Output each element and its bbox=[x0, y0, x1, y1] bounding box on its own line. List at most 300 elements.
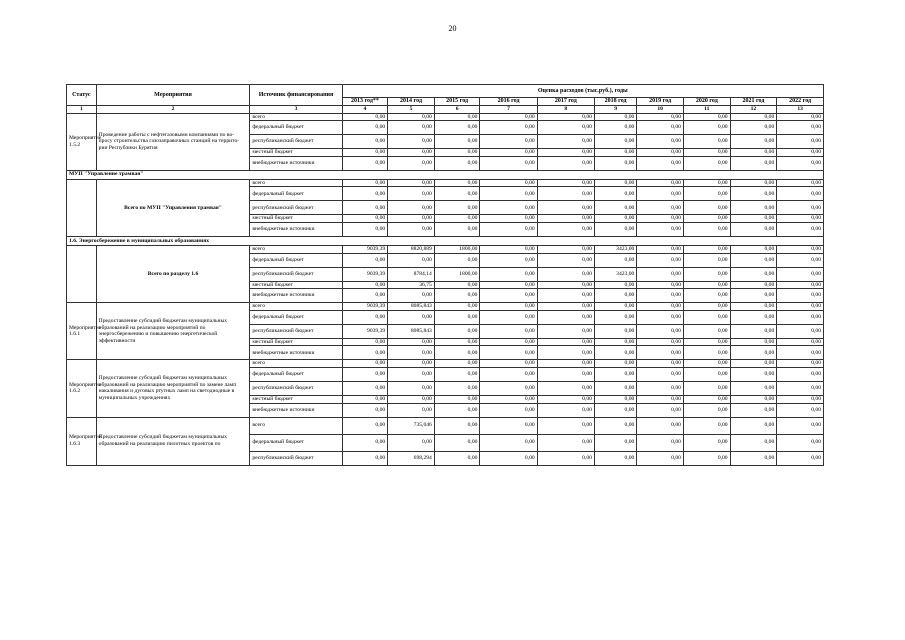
value-cell: 0,00 bbox=[777, 253, 824, 267]
value-cell: 0,00 bbox=[434, 338, 480, 346]
value-cell: 0,00 bbox=[683, 135, 730, 149]
header-year: 2019 год bbox=[637, 98, 684, 106]
value-cell: 0,00 bbox=[637, 253, 684, 267]
value-cell: 0,00 bbox=[730, 434, 777, 451]
value-cell: 0,00 bbox=[434, 113, 480, 121]
value-cell: 0,00 bbox=[434, 324, 480, 338]
value-cell: 0,00 bbox=[537, 201, 594, 215]
value-cell: 0,00 bbox=[388, 395, 435, 403]
value-cell: 0,00 bbox=[683, 179, 730, 187]
column-number: 2 bbox=[96, 106, 250, 114]
value-cell: 0,00 bbox=[434, 434, 480, 451]
value-cell: 0,00 bbox=[777, 417, 824, 434]
value-cell: 0,00 bbox=[730, 367, 777, 381]
value-cell: 0,00 bbox=[388, 360, 435, 368]
header-year: 2022 год bbox=[777, 98, 824, 106]
value-cell: 0,00 bbox=[637, 434, 684, 451]
value-cell: 0,00 bbox=[388, 135, 435, 149]
value-cell: 0,00 bbox=[434, 281, 480, 289]
value-cell: 0,00 bbox=[730, 381, 777, 395]
value-cell: 0,00 bbox=[388, 113, 435, 121]
status-cell: Мероприятие 1.6.1 bbox=[67, 303, 97, 360]
value-cell: 8784,14 bbox=[388, 267, 435, 281]
value-cell: 0,00 bbox=[537, 310, 594, 324]
value-cell: 0,00 bbox=[730, 281, 777, 289]
value-cell: 0,00 bbox=[480, 201, 537, 215]
value-cell: 0,00 bbox=[480, 121, 537, 135]
activity-cell: Проведение работы с нефтегазовыми компаниями по во-просу строительства газозаправочных станций на террито-рии Республики Бурятия bbox=[96, 113, 250, 170]
value-cell: 0,00 bbox=[683, 149, 730, 157]
value-cell: 0,00 bbox=[537, 121, 594, 135]
value-cell: 0,00 bbox=[637, 149, 684, 157]
value-cell: 0,00 bbox=[537, 245, 594, 253]
value-cell: 0,00 bbox=[480, 346, 537, 360]
column-number: 8 bbox=[537, 106, 594, 114]
value-cell: 0,00 bbox=[342, 395, 388, 403]
value-cell: 0,00 bbox=[683, 289, 730, 303]
value-cell: 0,00 bbox=[388, 346, 435, 360]
value-cell: 0,00 bbox=[637, 310, 684, 324]
value-cell: 0,00 bbox=[537, 367, 594, 381]
status-cell bbox=[67, 245, 97, 302]
header-activity: Мероприятия bbox=[96, 85, 250, 106]
value-cell: 0,00 bbox=[434, 367, 480, 381]
column-number: 4 bbox=[342, 106, 388, 114]
value-cell: 0,00 bbox=[637, 113, 684, 121]
source-cell: всего bbox=[250, 179, 342, 187]
value-cell: 0,00 bbox=[537, 451, 594, 465]
value-cell: 0,00 bbox=[434, 310, 480, 324]
source-cell: внебюджетные источники bbox=[250, 289, 342, 303]
table-row bbox=[67, 303, 824, 311]
value-cell: 0,00 bbox=[730, 156, 777, 170]
activity-cell: Предоставление субсидий бюджетам муниципальных образований на реализацию пилотных проектов по bbox=[96, 417, 250, 465]
value-cell: 0,00 bbox=[480, 403, 537, 417]
activity-cell: Всего по МУП "Управления трамвая" bbox=[96, 179, 250, 236]
value-cell: 0,00 bbox=[388, 156, 435, 170]
value-cell: 3423,00 bbox=[594, 267, 636, 281]
value-cell: 0,00 bbox=[683, 360, 730, 368]
value-cell: 0,00 bbox=[637, 245, 684, 253]
value-cell: 0,00 bbox=[777, 149, 824, 157]
value-cell: 0,00 bbox=[537, 346, 594, 360]
column-number: 3 bbox=[250, 106, 342, 114]
value-cell: 0,00 bbox=[594, 222, 636, 236]
value-cell: 0,00 bbox=[480, 417, 537, 434]
value-cell: 0,00 bbox=[777, 346, 824, 360]
value-cell: 0,00 bbox=[480, 215, 537, 223]
value-cell: 0,00 bbox=[342, 179, 388, 187]
value-cell: 0,00 bbox=[637, 281, 684, 289]
activity-cell: Предоставление субсидий бюджетам муниципальных образований на реализацию мероприятий по замене ламп накаливания и дуговых ртутных ламп на светодиодные в муниципальных учреждениях bbox=[96, 360, 250, 417]
value-cell: 0,00 bbox=[683, 367, 730, 381]
value-cell: 0,00 bbox=[730, 149, 777, 157]
column-number: 12 bbox=[730, 106, 777, 114]
table-row bbox=[67, 360, 824, 368]
value-cell: 9039,39 bbox=[342, 245, 388, 253]
value-cell: 0,00 bbox=[537, 324, 594, 338]
section-title: 1.6. Энергосбережение в муниципальных образованиях bbox=[67, 236, 824, 245]
value-cell: 0,00 bbox=[637, 367, 684, 381]
value-cell: 0,00 bbox=[777, 451, 824, 465]
column-number: 10 bbox=[637, 106, 684, 114]
value-cell: 0,00 bbox=[730, 201, 777, 215]
value-cell: 0,00 bbox=[777, 324, 824, 338]
value-cell: 0,00 bbox=[537, 187, 594, 201]
value-cell: 0,00 bbox=[594, 121, 636, 135]
source-cell: республиканский бюджет bbox=[250, 201, 342, 215]
value-cell: 0,00 bbox=[730, 135, 777, 149]
value-cell: 0,00 bbox=[537, 215, 594, 223]
value-cell: 0,00 bbox=[730, 253, 777, 267]
value-cell: 0,00 bbox=[777, 267, 824, 281]
value-cell: 9039,39 bbox=[342, 324, 388, 338]
column-number: 11 bbox=[683, 106, 730, 114]
value-cell: 0,00 bbox=[683, 267, 730, 281]
value-cell: 0,00 bbox=[683, 121, 730, 135]
value-cell: 0,00 bbox=[342, 381, 388, 395]
value-cell: 0,00 bbox=[388, 149, 435, 157]
value-cell: 0,00 bbox=[537, 222, 594, 236]
value-cell: 0,00 bbox=[683, 156, 730, 170]
page-number: 20 bbox=[448, 24, 457, 33]
value-cell: 0,00 bbox=[637, 451, 684, 465]
value-cell: 0,00 bbox=[594, 215, 636, 223]
value-cell: 9039,39 bbox=[342, 303, 388, 311]
value-cell: 0,00 bbox=[434, 253, 480, 267]
value-cell: 0,00 bbox=[777, 395, 824, 403]
value-cell: 0,00 bbox=[637, 403, 684, 417]
value-cell: 0,00 bbox=[537, 113, 594, 121]
value-cell: 0,00 bbox=[730, 338, 777, 346]
value-cell: 0,00 bbox=[730, 303, 777, 311]
value-cell: 0,00 bbox=[594, 289, 636, 303]
value-cell: 0,00 bbox=[434, 156, 480, 170]
value-cell: 0,00 bbox=[637, 135, 684, 149]
value-cell: 0,00 bbox=[342, 281, 388, 289]
value-cell: 0,00 bbox=[594, 156, 636, 170]
source-cell: местный бюджет bbox=[250, 338, 342, 346]
value-cell: 0,00 bbox=[777, 121, 824, 135]
value-cell: 0,00 bbox=[434, 303, 480, 311]
value-cell: 0,00 bbox=[730, 310, 777, 324]
value-cell: 0,00 bbox=[777, 201, 824, 215]
value-cell: 8820,889 bbox=[388, 245, 435, 253]
value-cell: 0,00 bbox=[537, 338, 594, 346]
source-cell: местный бюджет bbox=[250, 215, 342, 223]
value-cell: 0,00 bbox=[594, 135, 636, 149]
activity-cell: Предоставление субсидий бюджетам муниципальных образований на реализацию мероприятий по энергосбережению и повышению энергетической эффективности bbox=[96, 303, 250, 360]
value-cell: 0,00 bbox=[730, 451, 777, 465]
value-cell: 0,00 bbox=[434, 289, 480, 303]
value-cell: 0,00 bbox=[777, 289, 824, 303]
header-year: 2021 год bbox=[730, 98, 777, 106]
value-cell: 0,00 bbox=[388, 201, 435, 215]
value-cell: 0,00 bbox=[342, 253, 388, 267]
budget-table bbox=[66, 84, 824, 466]
value-cell: 0,00 bbox=[342, 403, 388, 417]
value-cell: 0,00 bbox=[480, 367, 537, 381]
value-cell: 0,00 bbox=[537, 381, 594, 395]
value-cell: 0,00 bbox=[434, 222, 480, 236]
value-cell: 0,00 bbox=[683, 113, 730, 121]
header-year: 2016 год bbox=[480, 98, 537, 106]
value-cell: 0,00 bbox=[637, 156, 684, 170]
source-cell: всего bbox=[250, 303, 342, 311]
value-cell: 0,00 bbox=[480, 222, 537, 236]
activity-cell: Всего по разделу 1.6 bbox=[96, 245, 250, 302]
value-cell: 0,00 bbox=[777, 245, 824, 253]
status-cell: Мероприятие 1.6.3 bbox=[67, 417, 97, 465]
value-cell: 0,00 bbox=[388, 121, 435, 135]
value-cell: 0,00 bbox=[342, 201, 388, 215]
value-cell: 0,00 bbox=[777, 215, 824, 223]
value-cell: 0,00 bbox=[777, 113, 824, 121]
value-cell: 0,00 bbox=[637, 222, 684, 236]
source-cell: федеральный бюджет bbox=[250, 253, 342, 267]
source-cell: федеральный бюджет bbox=[250, 434, 342, 451]
value-cell: 0,00 bbox=[683, 381, 730, 395]
value-cell: 0,00 bbox=[730, 346, 777, 360]
value-cell: 0,00 bbox=[594, 381, 636, 395]
value-cell: 0,00 bbox=[537, 289, 594, 303]
value-cell: 0,00 bbox=[637, 346, 684, 360]
value-cell: 0,00 bbox=[777, 135, 824, 149]
value-cell: 0,00 bbox=[342, 222, 388, 236]
value-cell: 0,00 bbox=[342, 360, 388, 368]
value-cell: 0,00 bbox=[777, 367, 824, 381]
value-cell: 0,00 bbox=[730, 360, 777, 368]
source-cell: всего bbox=[250, 245, 342, 253]
source-cell: всего bbox=[250, 360, 342, 368]
value-cell: 0,00 bbox=[683, 187, 730, 201]
value-cell: 0,00 bbox=[683, 281, 730, 289]
value-cell: 0,00 bbox=[777, 303, 824, 311]
value-cell: 0,00 bbox=[480, 149, 537, 157]
value-cell: 0,00 bbox=[388, 338, 435, 346]
value-cell: 0,00 bbox=[388, 179, 435, 187]
table-row bbox=[67, 113, 824, 121]
source-cell: федеральный бюджет bbox=[250, 187, 342, 201]
value-cell: 0,00 bbox=[730, 121, 777, 135]
value-cell: 0,00 bbox=[388, 222, 435, 236]
value-cell: 0,00 bbox=[480, 281, 537, 289]
value-cell: 0,00 bbox=[342, 187, 388, 201]
value-cell: 0,00 bbox=[537, 149, 594, 157]
value-cell: 0,00 bbox=[342, 367, 388, 381]
value-cell: 0,00 bbox=[434, 187, 480, 201]
source-cell: внебюджетные источники bbox=[250, 156, 342, 170]
value-cell: 0,00 bbox=[637, 215, 684, 223]
value-cell: 0,00 bbox=[480, 338, 537, 346]
value-cell: 0,00 bbox=[594, 451, 636, 465]
header-year: 2013 год** bbox=[342, 98, 388, 106]
value-cell: 0,00 bbox=[637, 289, 684, 303]
value-cell: 0,00 bbox=[434, 149, 480, 157]
value-cell: 0,00 bbox=[480, 310, 537, 324]
value-cell: 0,00 bbox=[537, 135, 594, 149]
value-cell: 0,00 bbox=[730, 267, 777, 281]
value-cell: 0,00 bbox=[730, 289, 777, 303]
column-number: 13 bbox=[777, 106, 824, 114]
section-row bbox=[67, 236, 824, 245]
value-cell: 0,00 bbox=[342, 121, 388, 135]
value-cell: 0,00 bbox=[637, 179, 684, 187]
value-cell: 0,00 bbox=[342, 310, 388, 324]
value-cell: 0,00 bbox=[342, 149, 388, 157]
value-cell: 0,00 bbox=[683, 253, 730, 267]
header-year: 2018 год bbox=[594, 98, 636, 106]
value-cell: 0,00 bbox=[537, 281, 594, 289]
value-cell: 0,00 bbox=[537, 417, 594, 434]
value-cell: 0,00 bbox=[388, 289, 435, 303]
value-cell: 0,00 bbox=[730, 222, 777, 236]
header-year: 2015 год bbox=[434, 98, 480, 106]
table-row bbox=[67, 417, 824, 434]
value-cell: 0,00 bbox=[594, 367, 636, 381]
value-cell: 0,00 bbox=[434, 346, 480, 360]
value-cell: 0,00 bbox=[637, 417, 684, 434]
header-source: Источник финансирования bbox=[250, 85, 342, 106]
value-cell: 0,00 bbox=[594, 281, 636, 289]
table-row bbox=[67, 179, 824, 187]
value-cell: 0,00 bbox=[637, 324, 684, 338]
value-cell: 0,00 bbox=[480, 289, 537, 303]
value-cell: 0,00 bbox=[388, 215, 435, 223]
value-cell: 8085,843 bbox=[388, 303, 435, 311]
value-cell: 9039,39 bbox=[342, 267, 388, 281]
value-cell: 0,00 bbox=[537, 395, 594, 403]
value-cell: 0,00 bbox=[342, 135, 388, 149]
source-cell: республиканский бюджет bbox=[250, 135, 342, 149]
value-cell: 0,00 bbox=[480, 395, 537, 403]
value-cell: 0,00 bbox=[342, 215, 388, 223]
value-cell: 0,00 bbox=[594, 253, 636, 267]
value-cell: 0,00 bbox=[637, 267, 684, 281]
value-cell: 0,00 bbox=[537, 267, 594, 281]
value-cell: 0,00 bbox=[594, 346, 636, 360]
value-cell: 0,00 bbox=[637, 121, 684, 135]
value-cell: 0,00 bbox=[777, 310, 824, 324]
value-cell: 0,00 bbox=[342, 338, 388, 346]
source-cell: внебюджетные источники bbox=[250, 346, 342, 360]
header-year: 2020 год bbox=[683, 98, 730, 106]
value-cell: 0,00 bbox=[777, 281, 824, 289]
value-cell: 0,00 bbox=[730, 417, 777, 434]
value-cell: 0,00 bbox=[388, 434, 435, 451]
value-cell: 0,00 bbox=[594, 310, 636, 324]
column-number: 9 bbox=[594, 106, 636, 114]
header-year: 2014 год bbox=[388, 98, 435, 106]
value-cell: 0,00 bbox=[480, 360, 537, 368]
value-cell: 0,00 bbox=[730, 113, 777, 121]
value-cell: 0,00 bbox=[480, 135, 537, 149]
value-cell: 0,00 bbox=[342, 451, 388, 465]
value-cell: 0,00 bbox=[537, 403, 594, 417]
value-cell: 0,00 bbox=[342, 434, 388, 451]
value-cell: 0,00 bbox=[730, 245, 777, 253]
value-cell: 0,00 bbox=[434, 451, 480, 465]
value-cell: 0,00 bbox=[683, 201, 730, 215]
value-cell: 0,00 bbox=[594, 179, 636, 187]
value-cell: 0,00 bbox=[730, 187, 777, 201]
status-cell: Мероприятие 1.6.2 bbox=[67, 360, 97, 417]
source-cell: местный бюджет bbox=[250, 281, 342, 289]
value-cell: 0,00 bbox=[683, 222, 730, 236]
value-cell: 0,00 bbox=[730, 179, 777, 187]
value-cell: 0,00 bbox=[730, 215, 777, 223]
value-cell: 0,00 bbox=[342, 346, 388, 360]
value-cell: 0,00 bbox=[777, 360, 824, 368]
value-cell: 0,00 bbox=[594, 149, 636, 157]
source-cell: федеральный бюджет bbox=[250, 310, 342, 324]
value-cell: 0,00 bbox=[683, 451, 730, 465]
value-cell: 0,00 bbox=[342, 113, 388, 121]
column-number: 5 bbox=[388, 106, 435, 114]
value-cell: 0,00 bbox=[777, 187, 824, 201]
value-cell: 0,00 bbox=[777, 403, 824, 417]
value-cell: 0,00 bbox=[594, 187, 636, 201]
source-cell: республиканский бюджет bbox=[250, 324, 342, 338]
value-cell: 0,00 bbox=[434, 381, 480, 395]
value-cell: 0,00 bbox=[434, 403, 480, 417]
value-cell: 0,00 bbox=[537, 253, 594, 267]
value-cell: 0,00 bbox=[342, 289, 388, 303]
value-cell: 0,00 bbox=[388, 253, 435, 267]
value-cell: 0,00 bbox=[537, 434, 594, 451]
value-cell: 0,00 bbox=[434, 360, 480, 368]
value-cell: 0,00 bbox=[683, 346, 730, 360]
source-cell: федеральный бюджет bbox=[250, 367, 342, 381]
value-cell: 0,00 bbox=[434, 121, 480, 135]
value-cell: 0,00 bbox=[683, 215, 730, 223]
value-cell: 735,046 bbox=[388, 417, 435, 434]
source-cell: всего bbox=[250, 417, 342, 434]
value-cell: 0,00 bbox=[777, 338, 824, 346]
value-cell: 0,00 bbox=[388, 403, 435, 417]
value-cell: 0,00 bbox=[537, 179, 594, 187]
value-cell: 0,00 bbox=[434, 179, 480, 187]
value-cell: 0,00 bbox=[777, 434, 824, 451]
value-cell: 0,00 bbox=[434, 215, 480, 223]
column-number: 1 bbox=[67, 106, 97, 114]
value-cell: 0,00 bbox=[594, 395, 636, 403]
value-cell: 0,00 bbox=[730, 324, 777, 338]
value-cell: 0,00 bbox=[480, 179, 537, 187]
value-cell: 0,00 bbox=[388, 381, 435, 395]
value-cell: 0,00 bbox=[480, 381, 537, 395]
value-cell: 0,00 bbox=[480, 253, 537, 267]
value-cell: 0,00 bbox=[637, 381, 684, 395]
value-cell: 0,00 bbox=[594, 303, 636, 311]
source-cell: республиканский бюджет bbox=[250, 267, 342, 281]
value-cell: 0,00 bbox=[434, 417, 480, 434]
header-year: 2017 год bbox=[537, 98, 594, 106]
value-cell: 0,00 bbox=[480, 187, 537, 201]
source-cell: местный бюджет bbox=[250, 395, 342, 403]
source-cell: республиканский бюджет bbox=[250, 451, 342, 465]
value-cell: 0,00 bbox=[434, 395, 480, 403]
value-cell: 0,00 bbox=[683, 338, 730, 346]
value-cell: 0,00 bbox=[342, 417, 388, 434]
source-cell: внебюджетные источники bbox=[250, 222, 342, 236]
value-cell: 0,00 bbox=[594, 417, 636, 434]
value-cell: 0,00 bbox=[683, 245, 730, 253]
header-estimate: Оценка расходов (тыс.руб.), годы bbox=[342, 85, 823, 98]
value-cell: 0,00 bbox=[480, 245, 537, 253]
status-cell: Мероприятие 1.5.2 bbox=[67, 113, 97, 170]
value-cell: 0,00 bbox=[637, 303, 684, 311]
